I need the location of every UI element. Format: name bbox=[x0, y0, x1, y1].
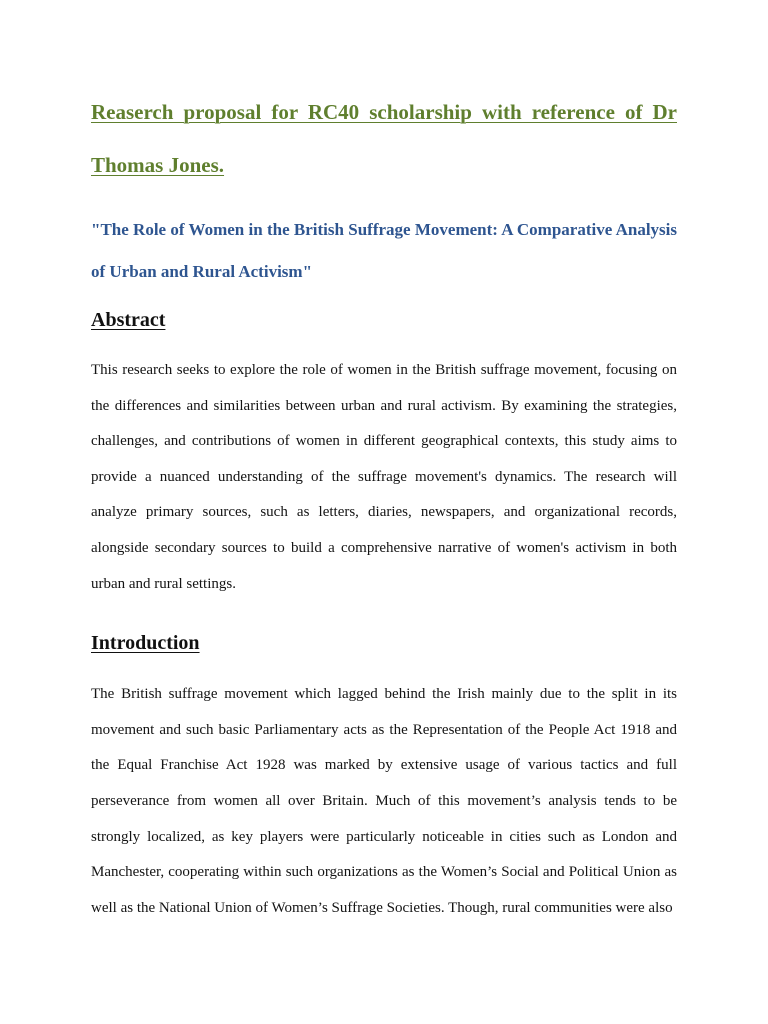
document-content bbox=[91, 86, 677, 926]
abstract-paragraph: This research seeks to explore the role of women in the British suffrage movement, focusing on the differences and similarities between urban and rural activism. By examining the strategies, challenges, and contributions of women in different geographical contexts, this study aims to provide a nuanced understanding of the suffrage movement's dynamics. The research will analyze primary sources, such as letters, diaries, newspapers, and organizational records, alongside secondary sources to build a comprehensive narrative of women's activism in both urban and rural settings. bbox=[91, 362, 677, 592]
introduction-paragraph: The British suffrage movement which lagged behind the Irish mainly due to the split in its movement and such basic Parliamentary acts as the Representation of the People Act 1918 and the Equal Franchise Act 1928 was marked by extensive usage of various tactics and full perseverance from women all over Britain. Much of this movement’s analysis tends to be strongly localized, as key players were particularly noticeable in cities such as London and Manchester, cooperating within such organizations as the Women’s Social and Political Union as well as the National Union of Women’s Suffrage Societies. Though, rural communities were also bbox=[91, 686, 677, 916]
document-title: Reaserch proposal for RC40 scholarship with reference of Dr Thomas Jones. bbox=[91, 100, 677, 177]
introduction-heading: Introduction bbox=[91, 632, 200, 655]
abstract-heading: Abstract bbox=[91, 309, 166, 331]
document-subtitle: "The Role of Women in the British Suffrage Movement: A Comparative Analysis of Urban and Rural Activism" bbox=[91, 220, 677, 281]
